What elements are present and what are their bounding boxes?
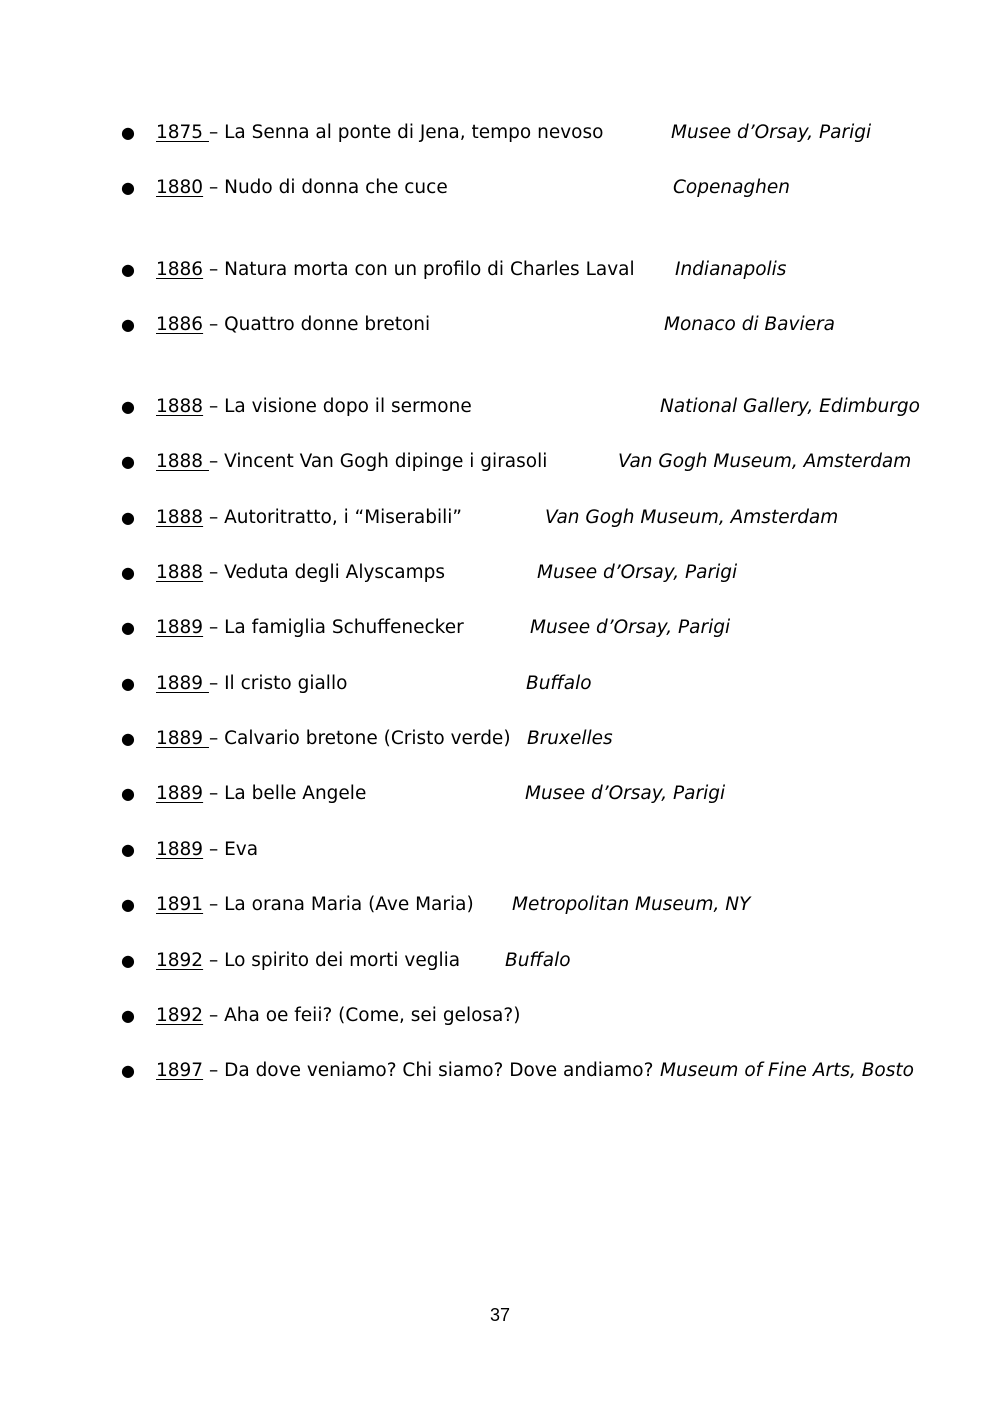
entry-year: 1889	[156, 617, 204, 638]
entry-title: – Natura morta con un profilo di Charles Laval	[203, 259, 635, 280]
bullet: ●	[121, 260, 135, 279]
bullet: ●	[121, 1061, 135, 1080]
entry-location: Van Gogh Museum, Amsterdam	[618, 451, 912, 472]
list-item	[0, 613, 1000, 643]
list-item	[0, 669, 1000, 699]
bullet: ●	[121, 508, 135, 527]
entry-year: 1889	[156, 673, 209, 694]
entry-title: – La orana Maria (Ave Maria)	[203, 894, 474, 915]
entry-title: – Veduta degli Alyscamps	[203, 562, 445, 583]
entry-title: – Vincent Van Gogh dipinge i girasoli	[208, 451, 548, 472]
list-item	[0, 173, 1000, 203]
list-item	[0, 779, 1000, 809]
list-item	[0, 118, 1000, 148]
entry-year: 1888	[156, 562, 204, 583]
page-number: 37	[489, 1305, 511, 1325]
entry-title: – Il cristo giallo	[208, 673, 348, 694]
entry-year: 1886	[156, 314, 204, 335]
bullet: ●	[121, 951, 135, 970]
bullet: ●	[121, 840, 135, 859]
bullet: ●	[121, 674, 135, 693]
entry-location: Copenaghen	[673, 177, 790, 198]
bullet: ●	[121, 178, 135, 197]
entry-title: – La belle Angele	[203, 783, 367, 804]
entry-year: 1888	[156, 451, 209, 472]
list-item	[0, 392, 1000, 422]
entry-location: Buffalo	[526, 673, 592, 694]
entry-location: Museum of Fine Arts, Bosto	[660, 1060, 914, 1081]
entry-year: 1889	[156, 839, 204, 860]
entry-location: Musee d’Orsay, Parigi	[530, 617, 731, 638]
entry-year: 1889	[156, 783, 204, 804]
entry-title: – Aha oe feii? (Come, sei gelosa?)	[203, 1005, 521, 1026]
entry-title: – Nudo di donna che cuce	[203, 177, 448, 198]
list-item	[0, 503, 1000, 533]
entry-location: Buffalo	[505, 950, 571, 971]
bullet: ●	[121, 618, 135, 637]
entry-year: 1886	[156, 259, 204, 280]
entry-year: 1897	[156, 1060, 204, 1081]
list-item	[0, 890, 1000, 920]
entry-year: 1875	[156, 122, 209, 143]
list-item	[0, 558, 1000, 588]
bullet: ●	[121, 315, 135, 334]
entry-title: – La Senna al ponte di Jena, tempo nevoso	[208, 122, 604, 143]
entry-year: 1891	[156, 894, 204, 915]
entry-title: – La visione dopo il sermone	[203, 396, 472, 417]
entry-location: Metropolitan Museum, NY	[512, 894, 751, 915]
entry-year: 1892	[156, 950, 204, 971]
list-item	[0, 1001, 1000, 1031]
list-item	[0, 835, 1000, 865]
entry-title: – Eva	[203, 839, 259, 860]
entry-title: – La famiglia Schuffenecker	[203, 617, 464, 638]
entry-year: 1888	[156, 507, 204, 528]
entry-year: 1889	[156, 728, 209, 749]
bullet: ●	[121, 397, 135, 416]
entry-location: Indianapolis	[675, 259, 787, 280]
list-item	[0, 447, 1000, 477]
entry-year: 1888	[156, 396, 204, 417]
list-item	[0, 724, 1000, 754]
list-item	[0, 1056, 1000, 1086]
entry-title: – Da dove veniamo? Chi siamo? Dove andiamo?	[203, 1060, 654, 1081]
list-item	[0, 310, 1000, 340]
bullet: ●	[121, 123, 135, 142]
entry-location: Bruxelles	[527, 728, 613, 749]
entry-location: Van Gogh Museum, Amsterdam	[545, 507, 839, 528]
entry-location: National Gallery, Edimburgo	[660, 396, 920, 417]
entry-title: – Autoritratto, i “Miserabili”	[203, 507, 463, 528]
bullet: ●	[121, 729, 135, 748]
list-item	[0, 255, 1000, 285]
entry-location: Musee d’Orsay, Parigi	[537, 562, 738, 583]
entry-location: Musee d’Orsay, Parigi	[525, 783, 726, 804]
entry-location: Musee d’Orsay, Parigi	[671, 122, 872, 143]
bullet: ●	[121, 1006, 135, 1025]
entry-year: 1892	[156, 1005, 204, 1026]
entry-title: – Calvario bretone (Cristo verde)	[208, 728, 511, 749]
bullet: ●	[121, 895, 135, 914]
list-item	[0, 946, 1000, 976]
bullet: ●	[121, 452, 135, 471]
entry-location: Monaco di Baviera	[664, 314, 835, 335]
entry-title: – Lo spirito dei morti veglia	[203, 950, 461, 971]
entry-year: 1880	[156, 177, 204, 198]
bullet: ●	[121, 563, 135, 582]
entry-title: – Quattro donne bretoni	[203, 314, 431, 335]
bullet: ●	[121, 784, 135, 803]
